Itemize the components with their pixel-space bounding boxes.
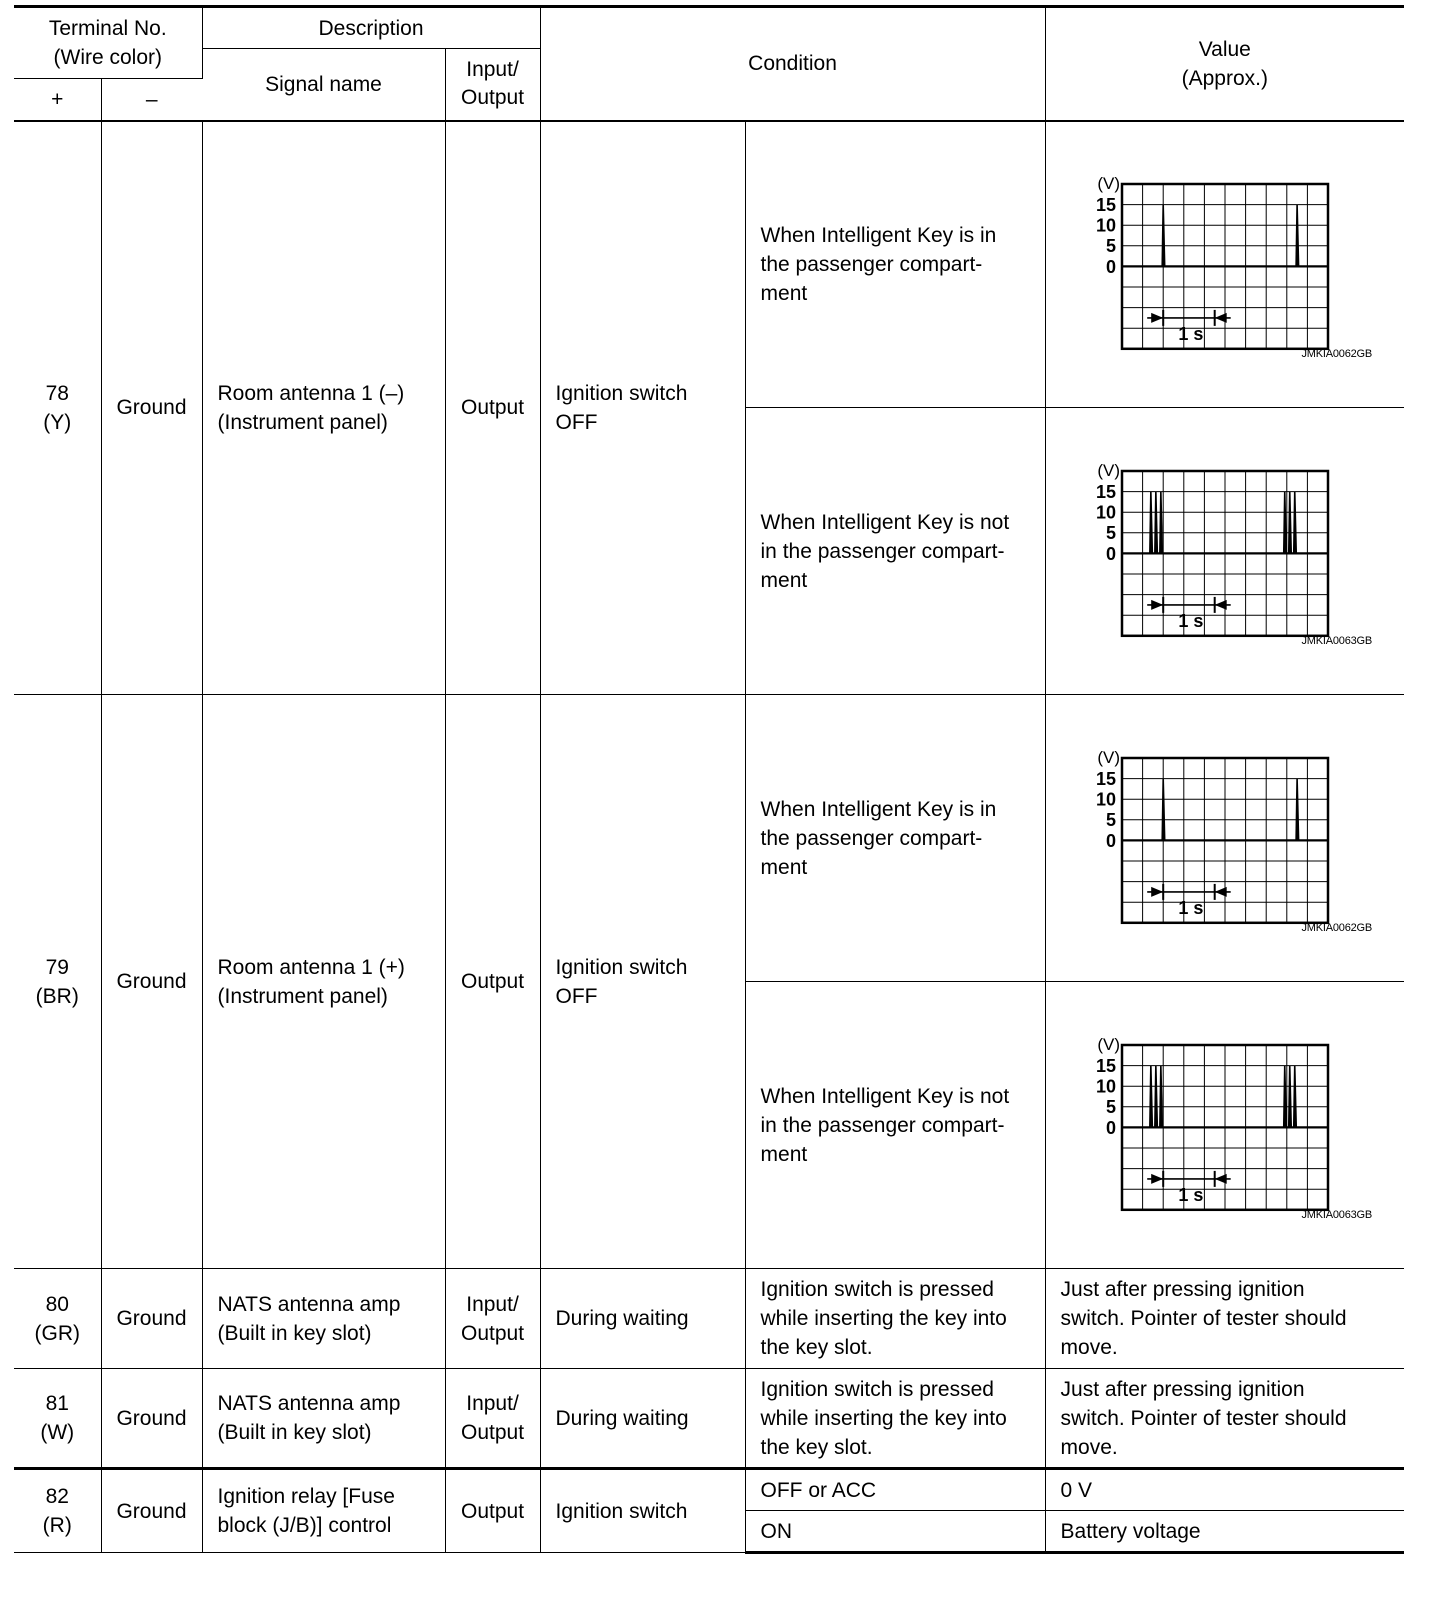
waveform-cell [1045,121,1404,408]
waveform-single-pulse [1090,743,1340,933]
y-tick-label: 5 [1105,1097,1116,1118]
signal-pulse [1296,205,1299,267]
header-condition: Condition [540,7,1045,121]
y-tick-label: 10 [1095,789,1116,810]
header-approx-label: (Approx.) [1181,66,1268,90]
signal-pulse [1159,492,1162,554]
ground-cell: Ground [101,1369,202,1469]
signal-name-line: Room antenna 1 (–) [217,381,405,405]
terminal-table-page [14,5,1404,1554]
header-wire-color-label: (Wire color) [53,46,162,69]
terminal-number: 78 [45,381,69,405]
ground-cell: Ground [101,1469,202,1553]
signal-name-line: NATS antenna amp [217,1292,401,1316]
signal-pulse [1288,1066,1291,1128]
waveform-burst-pulse [1090,456,1340,646]
signal-pulse [1154,1066,1157,1128]
time-marker-arrow [1151,313,1163,323]
io-cell: Output [445,1469,540,1553]
terminal-81 [14,1369,101,1469]
terminal-78 [14,121,101,695]
condition-main: Ignition switch [540,1469,745,1553]
image-code: JMKIA0063GB [1301,635,1373,647]
terminal-number: 81 [45,1392,69,1415]
condition-main: Ignition switch OFF [540,121,745,695]
y-unit-label: (V) [1096,1035,1120,1054]
sub-condition: When Intelligent Key is in the passenger compart- ment [745,121,1045,408]
io-cell: Input/ Output [445,1269,540,1369]
header-minus: – [101,79,202,121]
signal-name-line: NATS antenna amp [217,1392,401,1415]
signal-name-79 [202,695,445,1269]
signal-pulse [1149,1066,1152,1128]
sub-condition: When Intelligent Key is not in the passenger compart- ment [745,408,1045,695]
signal-pulse [1162,205,1165,267]
y-tick-label: 10 [1095,1076,1116,1097]
time-marker-arrow [1214,887,1226,897]
sub-condition: Ignition switch is pressed while inserting the key into the key slot. [745,1269,1045,1369]
header-signal-name: Signal name [202,49,445,121]
wire-color: (GR) [34,1321,80,1345]
wire-color: (BR) [35,984,79,1008]
ground-cell: Ground [101,695,202,1269]
ground-cell: Ground [101,1269,202,1369]
signal-pulse [1154,492,1157,554]
terminal-79 [14,695,101,1269]
waveform-single-pulse [1090,169,1340,359]
signal-name-81 [202,1369,445,1469]
waveform-cell [1045,982,1404,1269]
waveform-cell [1045,408,1404,695]
wire-color: (R) [42,1514,72,1537]
time-marker-arrow [1214,1174,1226,1184]
signal-name-82 [202,1469,445,1553]
time-scale-label: 1 s [1177,324,1203,345]
y-tick-label: 15 [1095,195,1116,216]
header-description: Description [202,7,540,49]
signal-pulse [1288,492,1291,554]
time-marker-arrow [1214,600,1226,610]
sub-condition: ON [745,1511,1045,1553]
y-tick-label: 0 [1105,543,1116,564]
header-plus: + [14,79,101,121]
y-unit-label: (V) [1096,461,1120,480]
signal-name-line: (Instrument panel) [217,984,388,1008]
waveform-cell [1045,695,1404,982]
time-marker-arrow [1151,1174,1163,1184]
terminal-82 [14,1469,101,1553]
y-tick-label: 15 [1095,769,1116,789]
header-value-label: Value [1198,37,1251,61]
ground-cell: Ground [101,121,202,695]
value-cell: Just after pressing ignition switch. Pointer of tester should move. [1045,1369,1404,1469]
y-tick-label: 0 [1105,1117,1116,1138]
signal-pulse [1293,1066,1296,1128]
signal-name-line: Ignition relay [Fuse [217,1485,395,1508]
signal-pulse [1293,492,1296,554]
signal-name-line: (Built in key slot) [217,1421,372,1444]
signal-name-78 [202,121,445,695]
time-marker-arrow [1214,313,1226,323]
signal-name-line: Room antenna 1 (+) [217,955,405,979]
time-scale-label: 1 s [1177,897,1203,918]
signal-name-line: (Instrument panel) [217,410,388,434]
terminal-table [14,5,1404,1554]
header-terminal-no [14,7,202,79]
wire-color: (W) [40,1421,75,1444]
io-cell: Input/ Output [445,1369,540,1469]
condition-main: During waiting [540,1369,745,1469]
sub-condition: OFF or ACC [745,1469,1045,1511]
terminal-number: 79 [45,955,69,979]
image-code: JMKIA0062GB [1301,348,1373,360]
terminal-80 [14,1269,101,1369]
terminal-number: 80 [45,1292,69,1316]
time-scale-label: 1 s [1177,610,1203,631]
y-tick-label: 15 [1095,1056,1116,1076]
y-tick-label: 0 [1105,830,1116,851]
image-code: JMKIA0063GB [1301,1209,1373,1221]
time-marker-arrow [1151,887,1163,897]
image-code: JMKIA0062GB [1301,922,1373,934]
wire-color: (Y) [43,410,72,434]
y-unit-label: (V) [1096,174,1120,194]
y-tick-label: 5 [1105,810,1116,831]
y-tick-label: 5 [1105,236,1116,257]
sub-condition: When Intelligent Key is in the passenger compart- ment [745,695,1045,982]
io-cell: Output [445,695,540,1269]
value-cell: Battery voltage [1045,1511,1404,1553]
header-terminal-label: Terminal No. [48,17,167,40]
io-cell: Output [445,121,540,695]
signal-name-80 [202,1269,445,1369]
y-tick-label: 10 [1095,215,1116,236]
signal-name-line: (Built in key slot) [217,1321,372,1345]
signal-name-line: block (J/B)] control [217,1514,392,1537]
y-tick-label: 5 [1105,523,1116,544]
sub-condition: When Intelligent Key is not in the passenger compart- ment [745,982,1045,1269]
terminal-number: 82 [45,1485,69,1508]
signal-pulse [1162,779,1165,841]
signal-pulse [1283,1066,1286,1128]
header-value [1045,7,1404,121]
value-cell: 0 V [1045,1469,1404,1511]
signal-pulse [1283,492,1286,554]
signal-pulse [1149,492,1152,554]
y-tick-label: 10 [1095,502,1116,523]
signal-pulse [1296,779,1299,841]
condition-main: Ignition switch OFF [540,695,745,1269]
condition-main: During waiting [540,1269,745,1369]
value-cell: Just after pressing ignition switch. Pointer of tester should move. [1045,1269,1404,1369]
y-tick-label: 15 [1095,482,1116,502]
y-unit-label: (V) [1096,748,1120,767]
sub-condition: Ignition switch is pressed while inserting the key into the key slot. [745,1369,1045,1469]
waveform-burst-pulse [1090,1030,1340,1220]
time-marker-arrow [1151,600,1163,610]
signal-pulse [1159,1066,1162,1128]
y-tick-label: 0 [1105,257,1116,278]
time-scale-label: 1 s [1177,1184,1203,1205]
header-input-output: Input/ Output [445,49,540,121]
